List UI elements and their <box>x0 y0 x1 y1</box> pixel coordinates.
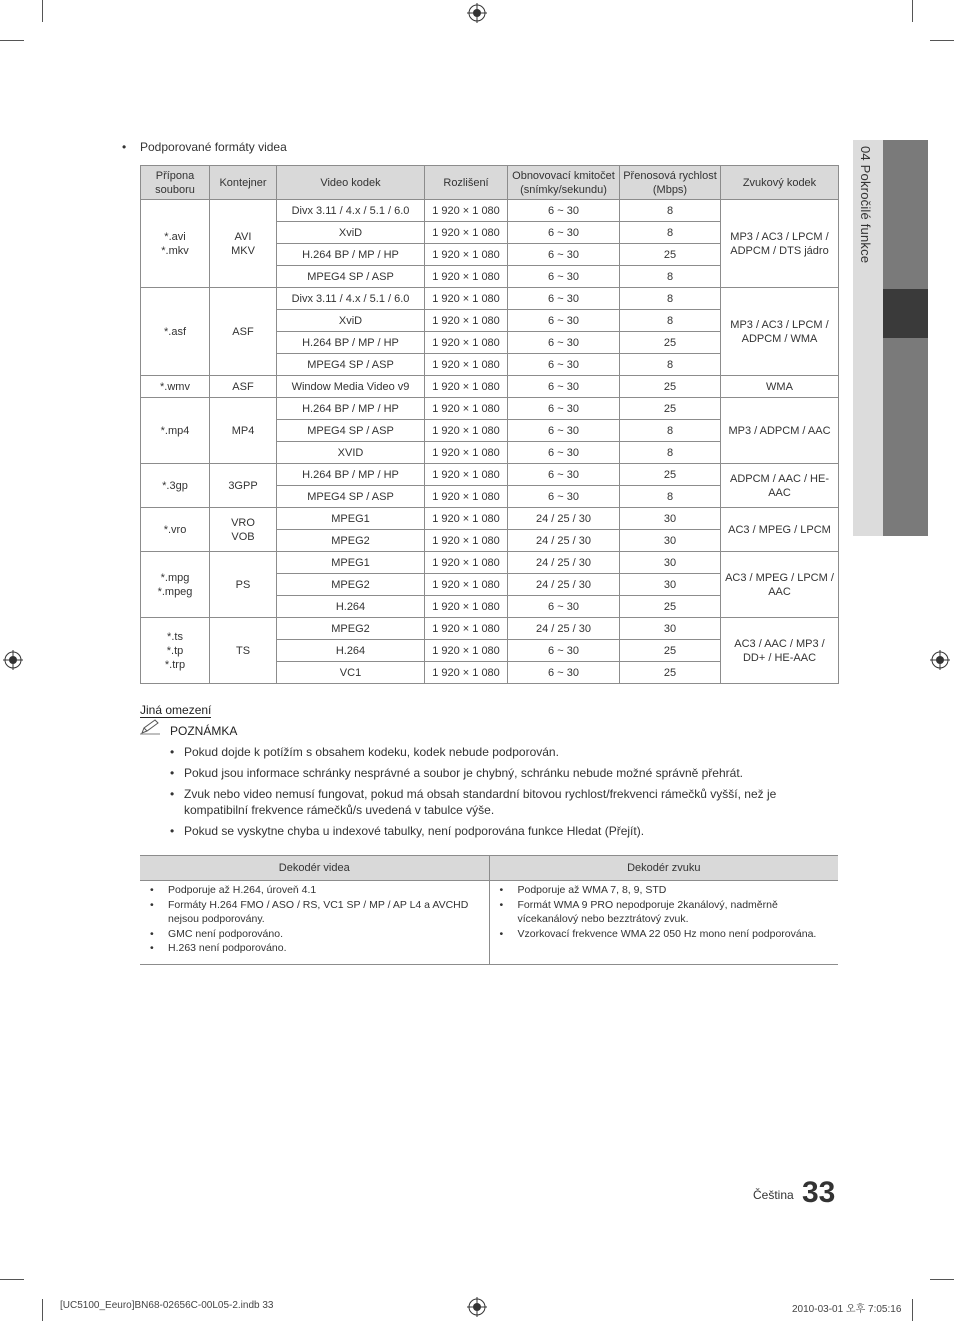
container-cell: PS <box>210 552 277 618</box>
frame-rate-cell: 6 ~ 30 <box>508 354 620 376</box>
table-row <box>141 200 839 222</box>
resolution-cell: 1 920 × 1 080 <box>425 662 508 684</box>
video-codec-cell: MPEG1 <box>277 508 425 530</box>
bitrate-cell: 30 <box>620 574 721 596</box>
video-codec-cell: H.264 <box>277 640 425 662</box>
bitrate-cell: 25 <box>620 244 721 266</box>
video-codec-cell: MPEG4 SP / ASP <box>277 354 425 376</box>
video-formats-body <box>141 200 839 684</box>
frame-rate-cell: 6 ~ 30 <box>508 288 620 310</box>
container-cell: ASF <box>210 376 277 398</box>
video-codec-cell: H.264 BP / MP / HP <box>277 464 425 486</box>
bitrate-cell: 8 <box>620 266 721 288</box>
frame-rate-cell: 24 / 25 / 30 <box>508 574 620 596</box>
audio-decoder-list <box>498 883 831 941</box>
frame-rate-cell: 6 ~ 30 <box>508 464 620 486</box>
bitrate-cell: 8 <box>620 442 721 464</box>
video-codec-cell: MPEG2 <box>277 530 425 552</box>
table-row <box>141 288 839 310</box>
col-header: Přípona souboru <box>141 166 210 200</box>
audio-codec-cell: ADPCM / AAC / HE-AAC <box>721 464 839 508</box>
bitrate-cell: 8 <box>620 200 721 222</box>
bitrate-cell: 8 <box>620 222 721 244</box>
bitrate-cell: 25 <box>620 640 721 662</box>
bitrate-cell: 8 <box>620 288 721 310</box>
audio-codec-cell: AC3 / MPEG / LPCM <box>721 508 839 552</box>
video-codec-cell: Window Media Video v9 <box>277 376 425 398</box>
resolution-cell: 1 920 × 1 080 <box>425 288 508 310</box>
resolution-cell: 1 920 × 1 080 <box>425 376 508 398</box>
list-item: • Podporuje až WMA 7, 8, 9, STD <box>498 883 831 898</box>
frame-rate-cell: 6 ~ 30 <box>508 596 620 618</box>
table-row <box>141 464 839 486</box>
resolution-cell: 1 920 × 1 080 <box>425 398 508 420</box>
container-cell: ASF <box>210 288 277 376</box>
table-header-row <box>140 856 838 881</box>
frame-rate-cell: 24 / 25 / 30 <box>508 552 620 574</box>
extension-cell: *.asf <box>141 288 210 376</box>
bitrate-cell: 8 <box>620 420 721 442</box>
resolution-cell: 1 920 × 1 080 <box>425 244 508 266</box>
frame-rate-cell: 6 ~ 30 <box>508 486 620 508</box>
frame-rate-cell: 6 ~ 30 <box>508 332 620 354</box>
video-decoder-header: Dekodér videa <box>140 856 489 881</box>
col-header: Přenosová rychlost (Mbps) <box>620 166 721 200</box>
crop-mark <box>912 1299 913 1321</box>
bitrate-cell: 8 <box>620 486 721 508</box>
resolution-cell: 1 920 × 1 080 <box>425 354 508 376</box>
video-codec-cell: H.264 <box>277 596 425 618</box>
col-header: Zvukový kodek <box>721 166 839 200</box>
audio-codec-cell: MP3 / AC3 / LPCM / ADPCM / DTS jádro <box>721 200 839 288</box>
video-codec-cell: MPEG4 SP / ASP <box>277 420 425 442</box>
col-header: Rozlišení <box>425 166 508 200</box>
intro-text: Podporované formáty videa <box>140 140 287 154</box>
page-number: 33 <box>802 1176 836 1209</box>
audio-codec-cell: AC3 / AAC / MP3 / DD+ / HE-AAC <box>721 618 839 684</box>
frame-rate-cell: 24 / 25 / 30 <box>508 618 620 640</box>
list-item: • Podporuje až H.264, úroveň 4.1 <box>148 883 481 898</box>
bitrate-cell: 25 <box>620 464 721 486</box>
list-item: • Pokud se vyskytne chyba u indexové tabulky, není podporována funkce Hledat (Přejít). <box>170 823 820 839</box>
language-label: Čeština <box>753 1188 794 1202</box>
video-codec-cell: H.264 BP / MP / HP <box>277 244 425 266</box>
crop-mark <box>42 1299 43 1321</box>
audio-codec-cell: AC3 / MPEG / LPCM / AAC <box>721 552 839 618</box>
resolution-cell: 1 920 × 1 080 <box>425 266 508 288</box>
video-codec-cell: MPEG2 <box>277 618 425 640</box>
audio-decoder-header: Dekodér zvuku <box>489 856 838 881</box>
video-codec-cell: H.264 BP / MP / HP <box>277 332 425 354</box>
list-item: • Formáty H.264 FMO / ASO / RS, VC1 SP / MP / AP L4 a AVCHD nejsou podporovány. <box>148 898 481 927</box>
video-codec-cell: XviD <box>277 222 425 244</box>
side-tab-active <box>883 289 928 338</box>
side-tab-dark <box>883 140 928 536</box>
video-codec-cell: MPEG4 SP / ASP <box>277 486 425 508</box>
video-codec-cell: Divx 3.11 / 4.x / 5.1 / 6.0 <box>277 288 425 310</box>
extension-cell: *.mp4 <box>141 398 210 464</box>
list-item: • Formát WMA 9 PRO nepodporuje 2kanálový, nadměrně vícekanálový nebo bezztrátový zvuk. <box>498 898 831 927</box>
list-item: • Pokud dojde k potížím s obsahem kodeku, kodek nebude podporován. <box>170 744 820 760</box>
frame-rate-cell: 6 ~ 30 <box>508 200 620 222</box>
resolution-cell: 1 920 × 1 080 <box>425 508 508 530</box>
crop-mark <box>0 40 24 41</box>
video-codec-cell: VC1 <box>277 662 425 684</box>
container-cell: MP4 <box>210 398 277 464</box>
audio-decoder-cell <box>489 881 838 965</box>
video-decoder-list <box>148 883 481 956</box>
list-item: • Pokud jsou informace schránky nesprávné a soubor je chybný, schránku nebude možné správně přehrát. <box>170 765 820 781</box>
resolution-cell: 1 920 × 1 080 <box>425 420 508 442</box>
table-row <box>141 376 839 398</box>
resolution-cell: 1 920 × 1 080 <box>425 552 508 574</box>
extension-cell: *.ts *.tp *.trp <box>141 618 210 684</box>
resolution-cell: 1 920 × 1 080 <box>425 464 508 486</box>
audio-codec-cell: WMA <box>721 376 839 398</box>
bitrate-cell: 30 <box>620 618 721 640</box>
decoder-table <box>140 855 838 965</box>
table-row <box>141 552 839 574</box>
registration-mark-icon <box>467 1297 487 1317</box>
resolution-cell: 1 920 × 1 080 <box>425 310 508 332</box>
list-item: • Zvuk nebo video nemusí fungovat, pokud má obsah standardní bitovou rychlost/frekvenci rámečků vyšší, než je kompatibilní frekvence rámečků/s uvedená v tabulce výše. <box>170 786 820 818</box>
resolution-cell: 1 920 × 1 080 <box>425 442 508 464</box>
frame-rate-cell: 6 ~ 30 <box>508 398 620 420</box>
frame-rate-cell: 6 ~ 30 <box>508 266 620 288</box>
video-codec-cell: XVID <box>277 442 425 464</box>
print-file-info: [UC5100_Eeuro]BN68-02656C-00L05-2.indb 33 <box>60 1300 274 1311</box>
bitrate-cell: 8 <box>620 354 721 376</box>
crop-mark <box>930 1279 954 1280</box>
frame-rate-cell: 6 ~ 30 <box>508 244 620 266</box>
registration-mark-icon <box>930 650 950 670</box>
bitrate-cell: 8 <box>620 310 721 332</box>
bitrate-cell: 30 <box>620 508 721 530</box>
list-item: • Vzorkovací frekvence WMA 22 050 Hz mono není podporována. <box>498 927 831 942</box>
note-pencil-icon <box>140 719 160 735</box>
list-item: • GMC není podporováno. <box>148 927 481 942</box>
container-cell: TS <box>210 618 277 684</box>
container-cell: AVI MKV <box>210 200 277 288</box>
section-intro: • Podporované formáty videa <box>122 140 287 154</box>
bitrate-cell: 25 <box>620 332 721 354</box>
col-header: Obnovovací kmitočet (snímky/sekundu) <box>508 166 620 200</box>
table-row <box>141 508 839 530</box>
table-row <box>140 881 838 965</box>
bitrate-cell: 25 <box>620 376 721 398</box>
frame-rate-cell: 6 ~ 30 <box>508 442 620 464</box>
bitrate-cell: 25 <box>620 398 721 420</box>
resolution-cell: 1 920 × 1 080 <box>425 332 508 354</box>
bitrate-cell: 25 <box>620 596 721 618</box>
col-header: Video kodek <box>277 166 425 200</box>
resolution-cell: 1 920 × 1 080 <box>425 640 508 662</box>
crop-mark <box>930 40 954 41</box>
chapter-label: 04 Pokročilé funkce <box>858 146 873 264</box>
resolution-cell: 1 920 × 1 080 <box>425 222 508 244</box>
frame-rate-cell: 6 ~ 30 <box>508 222 620 244</box>
resolution-cell: 1 920 × 1 080 <box>425 530 508 552</box>
frame-rate-cell: 24 / 25 / 30 <box>508 530 620 552</box>
resolution-cell: 1 920 × 1 080 <box>425 596 508 618</box>
video-codec-cell: XviD <box>277 310 425 332</box>
container-cell: 3GPP <box>210 464 277 508</box>
video-codec-cell: MPEG4 SP / ASP <box>277 266 425 288</box>
notes-list <box>170 744 820 844</box>
crop-mark <box>912 0 913 22</box>
container-cell: VRO VOB <box>210 508 277 552</box>
video-decoder-cell <box>140 881 489 965</box>
extension-cell: *.avi *.mkv <box>141 200 210 288</box>
bitrate-cell: 30 <box>620 530 721 552</box>
table-row <box>141 618 839 640</box>
print-timestamp: 2010-03-01 오후 7:05:16 <box>792 1304 902 1315</box>
frame-rate-cell: 6 ~ 30 <box>508 310 620 332</box>
crop-mark <box>42 0 43 22</box>
registration-mark-icon <box>3 650 23 670</box>
resolution-cell: 1 920 × 1 080 <box>425 200 508 222</box>
extension-cell: *.3gp <box>141 464 210 508</box>
frame-rate-cell: 6 ~ 30 <box>508 376 620 398</box>
extension-cell: *.mpg *.mpeg <box>141 552 210 618</box>
frame-rate-cell: 24 / 25 / 30 <box>508 508 620 530</box>
list-item: • H.263 není podporováno. <box>148 941 481 956</box>
table-header-row <box>141 166 839 200</box>
video-formats-table <box>140 165 839 684</box>
video-codec-cell: MPEG2 <box>277 574 425 596</box>
bitrate-cell: 30 <box>620 552 721 574</box>
other-restrictions-title: Jiná omezení <box>140 703 212 717</box>
crop-mark <box>0 1279 24 1280</box>
audio-codec-cell: MP3 / AC3 / LPCM / ADPCM / WMA <box>721 288 839 376</box>
video-codec-cell: H.264 BP / MP / HP <box>277 398 425 420</box>
note-label: POZNÁMKA <box>170 724 238 738</box>
bitrate-cell: 25 <box>620 662 721 684</box>
video-codec-cell: MPEG1 <box>277 552 425 574</box>
extension-cell: *.wmv <box>141 376 210 398</box>
extension-cell: *.vro <box>141 508 210 552</box>
resolution-cell: 1 920 × 1 080 <box>425 618 508 640</box>
col-header: Kontejner <box>210 166 277 200</box>
registration-mark-icon <box>467 3 487 23</box>
frame-rate-cell: 6 ~ 30 <box>508 420 620 442</box>
frame-rate-cell: 6 ~ 30 <box>508 662 620 684</box>
frame-rate-cell: 6 ~ 30 <box>508 640 620 662</box>
audio-codec-cell: MP3 / ADPCM / AAC <box>721 398 839 464</box>
resolution-cell: 1 920 × 1 080 <box>425 574 508 596</box>
video-codec-cell: Divx 3.11 / 4.x / 5.1 / 6.0 <box>277 200 425 222</box>
table-row <box>141 398 839 420</box>
resolution-cell: 1 920 × 1 080 <box>425 486 508 508</box>
